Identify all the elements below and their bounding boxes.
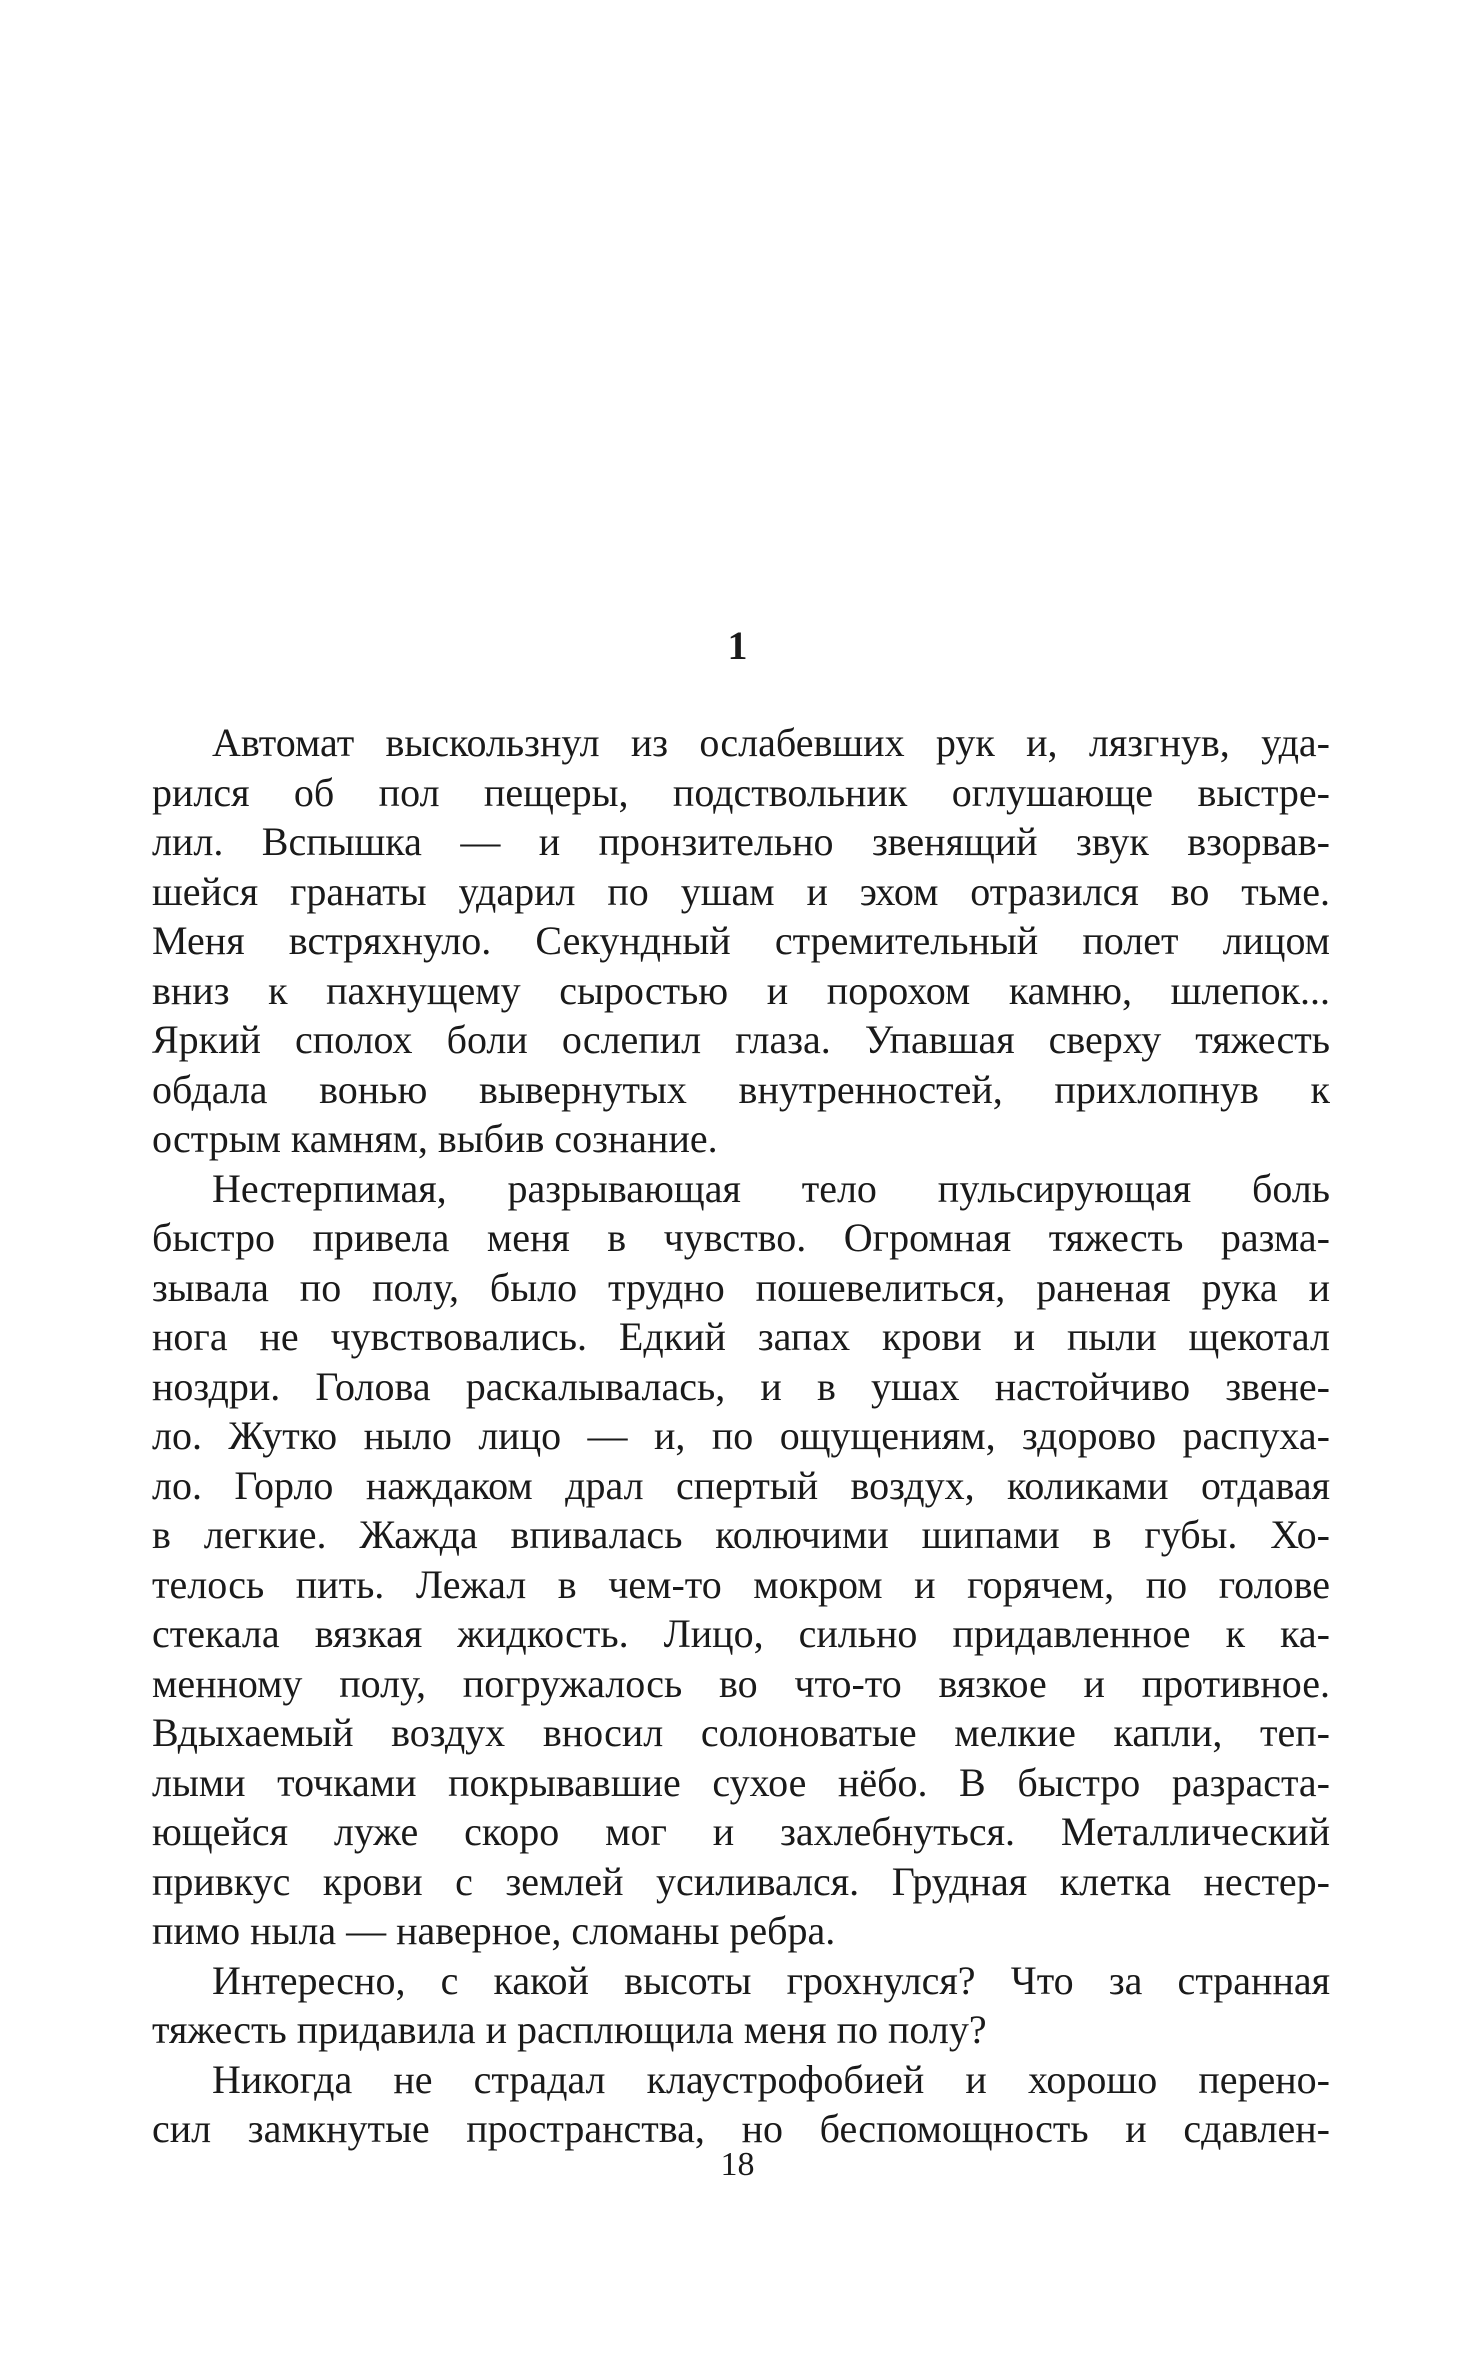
text-line: зывала по полу, было трудно пошевелиться, раненая рука и [152,1264,1330,1310]
text-line: острым камням, выбив сознание. [152,1116,718,1161]
text-line: Яркий сполох боли ослепил глаза. Упавшая сверху тяжесть [152,1017,1330,1062]
text-line: ло. Жутко ныло лицо — и, по ощущениям, здорово распуха- [152,1413,1330,1458]
page-number: 18 [720,2146,755,2183]
text-line: тяжесть придавила и расплющила меня по полу? [152,2007,987,2052]
text-line: обдала вонью вывернутых внутренностей, прихлопнув к [152,1066,1330,1112]
paragraph [152,1956,1330,2055]
text-line: сил замкнутые пространства, но беспомощность и сдавлен- [152,2106,1330,2151]
text-line: рился об пол пещеры, подствольник оглушающе выстре- [152,769,1330,815]
text-line: лил. Вспышка — и пронзительно звенящий звук взорвав- [152,819,1330,864]
paragraph [152,1164,1330,1956]
text-line: шейся гранаты ударил по ушам и эхом отразился во тьме. [152,868,1330,914]
text-line: вниз к пахнущему сыростью и порохом камню, шлепок... [152,967,1330,1013]
text-line: в легкие. Жажда впивалась колючими шипами в губы. Хо- [152,1512,1330,1557]
text-line: ноздри. Голова раскалывалась, и в ушах настойчиво звене- [152,1363,1330,1409]
text-line: телось пить. Лежал в чем-то мокром и горячем, по голове [152,1561,1330,1607]
text-line: пимо ныла — наверное, сломаны ребра. [152,1908,836,1953]
text-line: Вдыхаемый воздух вносил солоноватые мелкие капли, теп- [152,1710,1330,1755]
text-line: Интересно, с какой высоты грохнулся? Что за странная [212,1957,1330,2003]
paragraph [152,2055,1330,2154]
body-text [152,718,1330,2154]
text-line: быстро привела меня в чувство. Огромная тяжесть разма- [152,1215,1330,1260]
text-line: ющейся луже скоро мог и захлебнуться. Металлический [152,1809,1330,1854]
text-line: Никогда не страдал клаустрофобией и хорошо перено- [212,2056,1330,2102]
text-line: ло. Горло наждаком драл спертый воздух, коликами отдавая [152,1462,1330,1508]
text-line: лыми точками покрывавшие сухое нёбо. В быстро разраста- [152,1759,1330,1805]
text-line: менному полу, погружалось во что-то вязкое и противное. [152,1660,1330,1706]
text-line: Автомат выскользнул из ослабевших рук и, лязгнув, уда- [212,720,1330,765]
text-line: привкус крови с землей усиливался. Грудная клетка нестер- [152,1858,1330,1904]
paragraph [152,718,1330,1164]
text-line: Нестерпимая, разрывающая тело пульсирующая боль [212,1165,1330,1211]
text-line: стекала вязкая жидкость. Лицо, сильно придавленное к ка- [152,1611,1330,1656]
text-line: нога не чувствовались. Едкий запах крови и пыли щекотал [152,1314,1330,1359]
text-line: Меня встряхнуло. Секундный стремительный полет лицом [152,918,1330,963]
chapter-number: 1 [727,623,748,668]
